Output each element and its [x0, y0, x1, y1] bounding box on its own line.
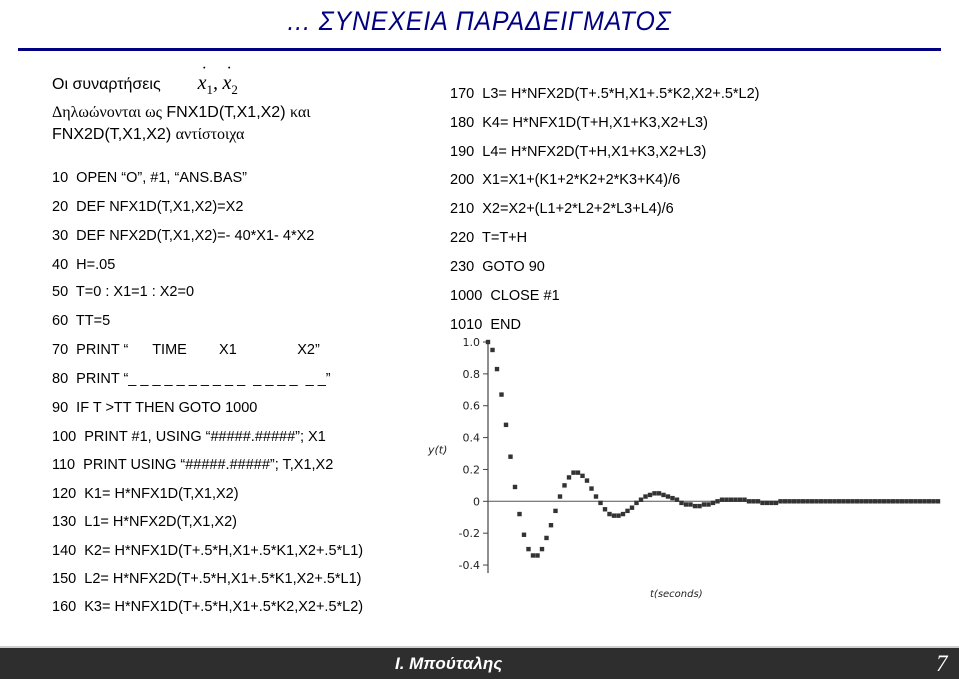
data-point: [562, 483, 566, 487]
data-point: [648, 493, 652, 497]
data-point: [742, 498, 746, 502]
data-point: [486, 340, 490, 344]
code-line: 20 DEF NFX1D(T,X1,X2)=X2: [52, 199, 244, 215]
data-point: [643, 494, 647, 498]
code-line: 40 H=.05: [52, 257, 116, 273]
data-point: [540, 547, 544, 551]
data-point: [837, 499, 841, 503]
code-line: 30 DEF NFX2D(T,X1,X2)=- 40*X1- 4*X2: [52, 228, 315, 244]
data-point: [616, 513, 620, 517]
data-point: [634, 501, 638, 505]
data-point: [603, 507, 607, 511]
data-point: [652, 491, 656, 495]
data-point: [918, 499, 922, 503]
code-line: 1010 END: [450, 317, 521, 333]
data-point: [846, 499, 850, 503]
response-plot: [418, 335, 948, 610]
intro-fn1: FNX1D(T,X1,X2): [166, 104, 286, 121]
title-underline: [18, 48, 941, 51]
data-point: [909, 499, 913, 503]
data-point: [688, 502, 692, 506]
data-point: [621, 512, 625, 516]
data-point: [904, 499, 908, 503]
y-tick-label: -0.4: [458, 559, 480, 573]
data-point: [567, 475, 571, 479]
data-point: [526, 547, 530, 551]
page-number: 7: [936, 651, 948, 676]
intro-line-3: [52, 126, 244, 144]
intro-declared: Δηλωώνονται ως: [52, 104, 162, 121]
data-point: [535, 553, 539, 557]
data-point: [679, 501, 683, 505]
intro-and: και: [289, 104, 311, 121]
y-tick-label: 0.6: [462, 399, 480, 413]
code-line: 140 K2= H*NFX1D(T+.5*H,X1+.5*K1,X2+.5*L1): [52, 543, 364, 559]
data-point: [895, 499, 899, 503]
data-point: [828, 499, 832, 503]
data-point: [882, 499, 886, 503]
intro-line-1: [52, 60, 238, 98]
data-point: [625, 509, 629, 513]
data-point: [783, 499, 787, 503]
data-point: [544, 536, 548, 540]
data-point: [490, 348, 494, 352]
data-point: [841, 499, 845, 503]
data-point: [607, 512, 611, 516]
data-point: [558, 494, 562, 498]
code-line: 190 L4= H*NFX2D(T+H,X1+K3,X2+L3): [450, 144, 707, 160]
data-point: [855, 499, 859, 503]
slide-title: ... ΣΥΝΕΧΕΙΑ ΠΑΡΑΔΕΙΓΜΑΤΟΣ: [287, 6, 672, 36]
data-point: [751, 499, 755, 503]
data-point: [657, 491, 661, 495]
data-point: [693, 504, 697, 508]
math-comma: ,: [212, 72, 218, 94]
data-point: [796, 499, 800, 503]
y-tick-label: 0.8: [462, 367, 480, 381]
data-point: [702, 502, 706, 506]
data-point: [805, 499, 809, 503]
code-line: 130 L1= H*NFX2D(T,X1,X2): [52, 514, 237, 530]
derivative-x2: · $x_2$: [222, 60, 238, 97]
y-tick-label: 0.2: [462, 463, 480, 477]
data-point: [891, 499, 895, 503]
data-point: [670, 496, 674, 500]
data-point: [571, 470, 575, 474]
data-point: [684, 502, 688, 506]
y-tick-label: 1.0: [462, 336, 480, 349]
y-tick-label: 0.4: [462, 431, 480, 445]
code-line: 170 L3= H*NFX2D(T+.5*H,X1+.5*K2,X2+.5*L2): [450, 86, 760, 102]
code-line: 120 K1= H*NFX1D(T,X1,X2): [52, 486, 239, 502]
data-point: [733, 498, 737, 502]
data-point: [859, 499, 863, 503]
code-line: 100 PRINT #1, USING “#####.#####”; X1: [52, 429, 326, 445]
data-point: [517, 512, 521, 516]
data-point: [886, 499, 890, 503]
data-point: [675, 498, 679, 502]
data-point: [598, 501, 602, 505]
data-point: [864, 499, 868, 503]
data-point: [531, 553, 535, 557]
data-point: [711, 501, 715, 505]
data-point: [661, 493, 665, 497]
x-axis-label: t(seconds): [650, 589, 703, 600]
data-point: [508, 455, 512, 459]
data-point: [774, 501, 778, 505]
data-point: [639, 498, 643, 502]
data-point: [927, 499, 931, 503]
data-point: [580, 474, 584, 478]
data-point: [553, 509, 557, 513]
intro-fn2: FNX2D(T,X1,X2): [52, 126, 172, 143]
data-point: [495, 367, 499, 371]
intro-line-2: [52, 104, 311, 122]
intro-respectively: αντίστοιχα: [175, 126, 245, 143]
author-name: Ι. Μπούταλης: [395, 654, 503, 673]
data-point: [873, 499, 877, 503]
data-point: [792, 499, 796, 503]
code-line: 60 TT=5: [52, 313, 111, 329]
data-point: [715, 499, 719, 503]
data-point: [549, 523, 553, 527]
code-line: 230 GOTO 90: [450, 259, 545, 275]
code-line: 50 T=0 : X1=1 : X2=0: [52, 284, 195, 300]
data-point: [499, 392, 503, 396]
data-point: [706, 502, 710, 506]
data-point: [720, 498, 724, 502]
data-point: [778, 499, 782, 503]
data-point: [913, 499, 917, 503]
data-point: [589, 486, 593, 490]
intro-label: Οι συναρτήσεις: [52, 76, 161, 93]
y-tick-label: 0: [473, 495, 480, 509]
code-line: 210 X2=X2+(L1+2*L2+2*L3+L4)/6: [450, 201, 674, 217]
derivative-x1: · $x_1$: [197, 60, 213, 97]
data-point: [738, 498, 742, 502]
code-line: 180 K4= H*NFX1D(T+H,X1+K3,X2+L3): [450, 115, 708, 131]
code-line: 200 X1=X1+(K1+2*K2+2*K3+K4)/6: [450, 172, 681, 188]
code-line: 70 PRINT “ TIME X1 X2”: [52, 342, 320, 358]
data-point: [801, 499, 805, 503]
data-point: [765, 501, 769, 505]
data-point: [697, 504, 701, 508]
code-line: 110 PRINT USING “#####.#####”; T,X1,X2: [52, 457, 334, 473]
data-point: [868, 499, 872, 503]
data-point: [936, 499, 940, 503]
data-point: [513, 485, 517, 489]
data-point: [832, 499, 836, 503]
data-point: [931, 499, 935, 503]
data-point: [787, 499, 791, 503]
data-point: [729, 498, 733, 502]
data-point: [922, 499, 926, 503]
y-axis-label: y(t): [428, 443, 448, 457]
code-line: 1000 CLOSE #1: [450, 288, 560, 304]
data-point: [760, 501, 764, 505]
data-point: [747, 499, 751, 503]
code-line: 90 IF T >TT THEN GOTO 1000: [52, 400, 258, 416]
data-point: [724, 498, 728, 502]
data-point: [819, 499, 823, 503]
data-point: [576, 470, 580, 474]
code-line: 80 PRINT “_ _ _ _ _ _ _ _ _ _ _ _ _ _ _ _”: [52, 371, 331, 387]
data-point: [666, 494, 670, 498]
data-point: [585, 478, 589, 482]
code-line: 10 OPEN “O”, #1, “ANS.BAS”: [52, 170, 247, 186]
data-point: [900, 499, 904, 503]
data-point: [594, 494, 598, 498]
data-point: [877, 499, 881, 503]
data-point: [504, 423, 508, 427]
y-tick-label: -0.2: [458, 527, 480, 541]
code-line: 150 L2= H*NFX2D(T+.5*H,X1+.5*K1,X2+.5*L1): [52, 571, 362, 587]
data-point: [522, 533, 526, 537]
data-point: [810, 499, 814, 503]
data-point: [769, 501, 773, 505]
data-point: [850, 499, 854, 503]
data-point: [756, 499, 760, 503]
data-point: [814, 499, 818, 503]
data-point: [612, 513, 616, 517]
code-line: 220 T=T+H: [450, 230, 528, 246]
code-line: 160 K3= H*NFX1D(T+.5*H,X1+.5*K2,X2+.5*L2): [52, 599, 364, 615]
data-point: [823, 499, 827, 503]
data-point: [630, 505, 634, 509]
